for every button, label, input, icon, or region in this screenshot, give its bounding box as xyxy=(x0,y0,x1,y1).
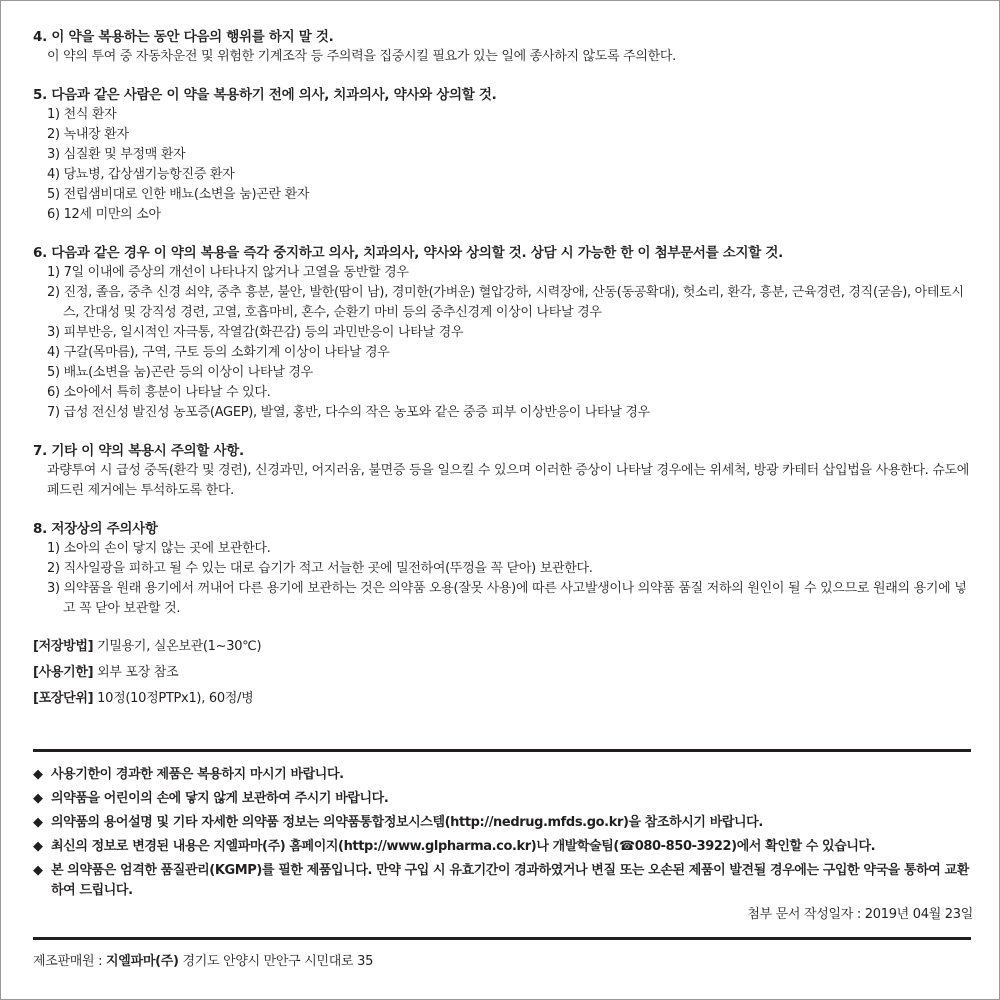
divider-top xyxy=(33,749,971,752)
spec-expiry xyxy=(33,663,973,683)
precautions-content xyxy=(33,27,973,715)
diamond-bullet-icon: ◆ xyxy=(33,815,43,830)
list-item: 7) 급성 전신성 발진성 농포증(AGEP), 발열, 홍반, 다수의 작은 농포와 같은 중증 피부 이상반응이 나타날 경우 xyxy=(47,405,650,420)
list-item: 6) 12세 미만의 소아 xyxy=(47,207,161,222)
section-heading: 4. 이 약을 복용하는 동안 다음의 행위를 하지 말 것. xyxy=(33,29,334,45)
section-heading: 5. 다음과 같은 사람은 이 약을 복용하기 전에 의사, 치과의사, 약사와 상의할 것. xyxy=(33,87,497,103)
company-name: 지엘파마(주) xyxy=(106,954,179,969)
spec-label: [사용기한] xyxy=(33,665,94,680)
spec-label: [저장방법] xyxy=(33,639,94,654)
section-heading: 6. 다음과 같은 경우 이 약의 복용을 즉각 중지하고 의사, 치과의사, 약사와 상의할 것. 상담 시 가능한 한 이 첨부문서를 소지할 것. xyxy=(33,245,783,261)
written-date: 첨부 문서 작성일자 : 2019년 04월 23일 xyxy=(747,907,973,922)
section-5 xyxy=(33,85,973,225)
notice-item xyxy=(33,789,973,809)
list-item: 3) 의약품을 원래 용기에서 꺼내어 다른 용기에 보관하는 것은 의약품 오용(잘못 사용)에 따른 사고발생이나 의약품 품질 저하의 원인이 될 수 있으므로 원래의 용기에 넣고 꼭 닫아 보관할 것. xyxy=(47,581,967,616)
section-4 xyxy=(33,27,973,67)
section-paragraph: 이 약의 투여 중 자동차운전 및 위험한 기계조작 등 주의력을 집중시킬 필요가 있는 일에 종사하지 않도록 주의한다. xyxy=(47,49,677,64)
notice-item xyxy=(33,813,973,833)
list-item: 4) 구갈(목마름), 구역, 구토 등의 소화기계 이상이 나타날 경우 xyxy=(47,345,390,360)
diamond-bullet-icon: ◆ xyxy=(33,791,43,806)
manufacturer-footer xyxy=(33,952,373,972)
list-item: 1) 소아의 손이 닿지 않는 곳에 보관한다. xyxy=(47,541,271,556)
spec-value: 10정(10정PTPx1), 60정/병 xyxy=(93,691,254,706)
section-7 xyxy=(33,441,973,501)
section-paragraph: 과량투여 시 급성 중독(환각 및 경련), 신경과민, 어지러움, 불면증 등을 일으킬 수 있으며 이러한 증상이 나타날 경우에는 위세척, 방광 카테터 삽입법을 사용한다. 슈도에페드린 제거에는 투석하도록 한다. xyxy=(47,463,970,498)
notice-text: 의약품을 어린이의 손에 닿지 않게 보관하여 주시기 바랍니다. xyxy=(51,791,389,806)
list-item: 3) 심질환 및 부정맥 환자 xyxy=(47,147,186,162)
list-item: 1) 천식 환자 xyxy=(47,107,117,122)
list-item: 2) 직사일광을 피하고 될 수 있는 대로 습기가 적고 서늘한 곳에 밀전하여(뚜껑을 꼭 닫아) 보관한다. xyxy=(47,561,593,576)
diamond-bullet-icon: ◆ xyxy=(33,839,43,854)
section-heading: 8. 저장상의 주의사항 xyxy=(33,521,158,537)
company-address: 경기도 안양시 만안구 시민대로 35 xyxy=(178,954,374,969)
diamond-bullet-icon: ◆ xyxy=(33,863,43,878)
notice-list xyxy=(33,765,973,925)
spec-value: 외부 포장 참조 xyxy=(93,665,179,680)
storage-specs xyxy=(33,637,973,709)
spec-value: 기밀용기, 실온보관(1~30℃) xyxy=(93,639,262,654)
footer-label: 제조판매원 : xyxy=(33,954,107,969)
list-item: 2) 녹내장 환자 xyxy=(47,127,129,142)
spec-storage-method xyxy=(33,637,973,657)
list-item: 5) 전립샘비대로 인한 배뇨(소변을 눔)곤란 환자 xyxy=(47,187,310,202)
list-item: 4) 당뇨병, 갑상샘기능항진증 환자 xyxy=(47,167,235,182)
spec-label: [포장단위] xyxy=(33,691,94,706)
list-item: 2) 진정, 졸음, 중추 신경 쇠약, 중추 흥분, 불안, 발한(땀이 남), 경미한(가벼운) 혈압강하, 시력장애, 산동(동공확대), 헛소리, 환각, 흥분, 근육경련, 경직(굳음), 아테토시스, 간대성 및 강직성 경련, 고열, 호흡마비, 혼수, 순환기 마비 등의 중추신경계 이상이 나타날 경우 xyxy=(47,285,964,320)
section-8 xyxy=(33,519,973,619)
section-heading: 7. 기타 이 약의 복용시 주의할 사항. xyxy=(33,443,244,459)
notice-item xyxy=(33,861,973,901)
list-item: 6) 소아에서 특히 흥분이 나타날 수 있다. xyxy=(47,385,271,400)
notice-text: 최신의 정보로 변경된 내용은 지엘파마(주) 홈페이지(http://www.glpharma.co.kr)나 개발학술팀(☎080-850-3922)에서 확인할 수 있습니다. xyxy=(51,839,876,854)
notice-item xyxy=(33,765,973,785)
diamond-bullet-icon: ◆ xyxy=(33,767,43,782)
section-6 xyxy=(33,243,973,423)
spec-package-unit xyxy=(33,689,973,709)
divider-bottom xyxy=(33,937,971,940)
notice-text: 사용기한이 경과한 제품은 복용하지 마시기 바랍니다. xyxy=(51,767,344,782)
list-item: 5) 배뇨(소변을 눔)곤란 등의 이상이 나타날 경우 xyxy=(47,365,313,380)
list-item: 1) 7일 이내에 증상의 개선이 나타나지 않거나 고열을 동반할 경우 xyxy=(47,265,409,280)
list-item: 3) 피부반응, 일시적인 자극통, 작열감(화끈감) 등의 과민반응이 나타날 경우 xyxy=(47,325,464,340)
notice-item xyxy=(33,837,973,857)
notice-text: 본 의약품은 엄격한 품질관리(KGMP)를 필한 제품입니다. 만약 구입 시 유효기간이 경과하였거나 변질 또는 오손된 제품이 발견될 경우에는 구입한 약국을 통하여 교환하여 드립니다. xyxy=(51,863,969,898)
notice-text: 의약품의 용어설명 및 기타 자세한 의약품 정보는 의약품통합정보시스템(http://nedrug.mfds.go.kr)을 참조하시기 바랍니다. xyxy=(51,815,763,830)
